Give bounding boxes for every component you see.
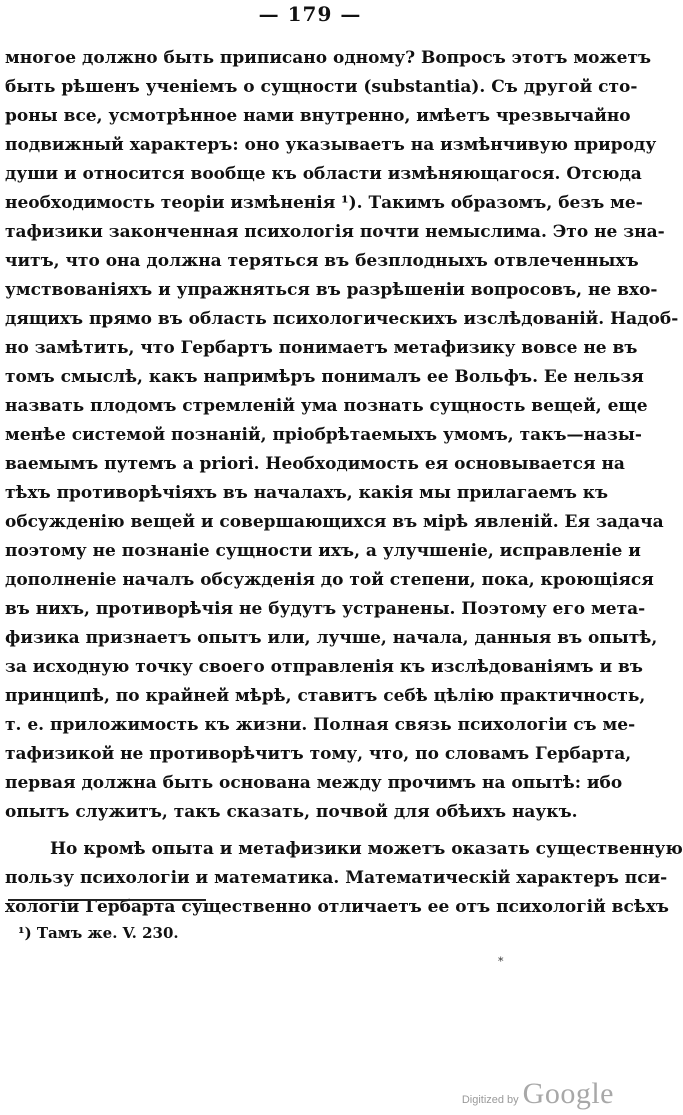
text-line: назвать плодомъ стремленій ума познать сущность вещей, еще	[5, 396, 648, 416]
text-line: многое должно быть приписано одному? Вопросъ этотъ можетъ	[5, 48, 652, 68]
text-line: принципѣ, по крайней мѣрѣ, ставитъ себѣ цѣлію практичность,	[5, 686, 646, 706]
text-line: дополненіе началъ обсужденія до той степени, пока, кроющіяся	[5, 570, 654, 590]
digitized-watermark	[462, 1077, 614, 1111]
text-line: поэтому не познаніе сущности ихъ, а улучшеніе, исправленіе и	[5, 541, 641, 561]
text-line: подвижный характеръ: оно указываетъ на измѣнчивую природу	[5, 135, 657, 155]
text-line: менѣе системой познаній, пріобрѣтаемыхъ умомъ, такъ—назы-	[5, 425, 642, 445]
text-line: роны все, усмотрѣнное нами внутренно, имѣетъ чрезвычайно	[5, 106, 631, 126]
footnote-divider	[8, 899, 206, 901]
text-line: т. е. приложимость къ жизни. Полная связь психологіи съ ме-	[5, 715, 636, 735]
text-line: опытъ служитъ, такъ сказать, почвой для обѣихъ наукъ.	[5, 802, 578, 822]
text-line: необходимость теоріи измѣненія ¹). Такимъ образомъ, безъ ме-	[5, 193, 643, 213]
paragraph-gap	[5, 827, 558, 835]
google-logo: Google	[522, 1077, 614, 1110]
text-line: за исходную точку своего отправленія къ изслѣдованіямъ и въ	[5, 657, 643, 677]
text-line: тафизики законченная психологія почти немыслима. Это не зна-	[5, 222, 665, 242]
text-line: Но кромѣ опыта и метафизики можетъ оказать существенную	[50, 839, 683, 859]
watermark-prefix: Digitized by	[461, 1094, 519, 1106]
text-line: быть рѣшенъ ученіемъ о сущности (substantia). Съ другой сто-	[5, 77, 638, 97]
text-line: умствованіяхъ и упражняться въ разрѣшеніи вопросовъ, не вхо-	[5, 280, 658, 300]
text-line: въ нихъ, противорѣчія не будутъ устранены. Поэтому его мета-	[5, 599, 646, 619]
text-line: тѣхъ противорѣчіяхъ въ началахъ, какія мы прилагаемъ къ	[5, 483, 609, 503]
text-line: первая должна быть основана между прочимъ на опытѣ: ибо	[5, 773, 623, 793]
page-number-header: — 179 —	[258, 2, 362, 26]
text-line: хологіи Гербарта существенно отличаетъ ее отъ психологій всѣхъ	[5, 897, 669, 917]
text-line: томъ смыслѣ, какъ напримѣръ понималъ ее Вольфъ. Ее нельзя	[5, 367, 644, 387]
footnote: ¹) Тамъ же. V. 230.	[18, 924, 179, 942]
text-line: ваемымъ путемъ a priori. Необходимость ея основывается на	[5, 454, 625, 474]
text-line: но замѣтить, что Гербартъ понимаетъ метафизику вовсе не въ	[5, 338, 638, 358]
stray-asterisk-mark: *	[498, 955, 504, 968]
text-line: дящихъ прямо въ область психологическихъ изслѣдованій. Надоб-	[5, 309, 679, 329]
text-line: пользу психологіи и математика. Математическій характеръ пси-	[5, 868, 668, 888]
text-line: физика признаетъ опытъ или, лучше, начала, данныя въ опытѣ,	[5, 628, 658, 648]
text-line: тафизикой не противорѣчитъ тому, что, по словамъ Гербарта,	[5, 744, 632, 764]
text-line: обсужденію вещей и совершающихся въ мірѣ явленій. Ея задача	[5, 512, 664, 532]
text-line: читъ, что она должна теряться въ безплодныхъ отвлеченныхъ	[5, 251, 639, 271]
body-text	[5, 44, 683, 922]
text-line: души и относится вообще къ области измѣняющагося. Отсюда	[5, 164, 642, 184]
